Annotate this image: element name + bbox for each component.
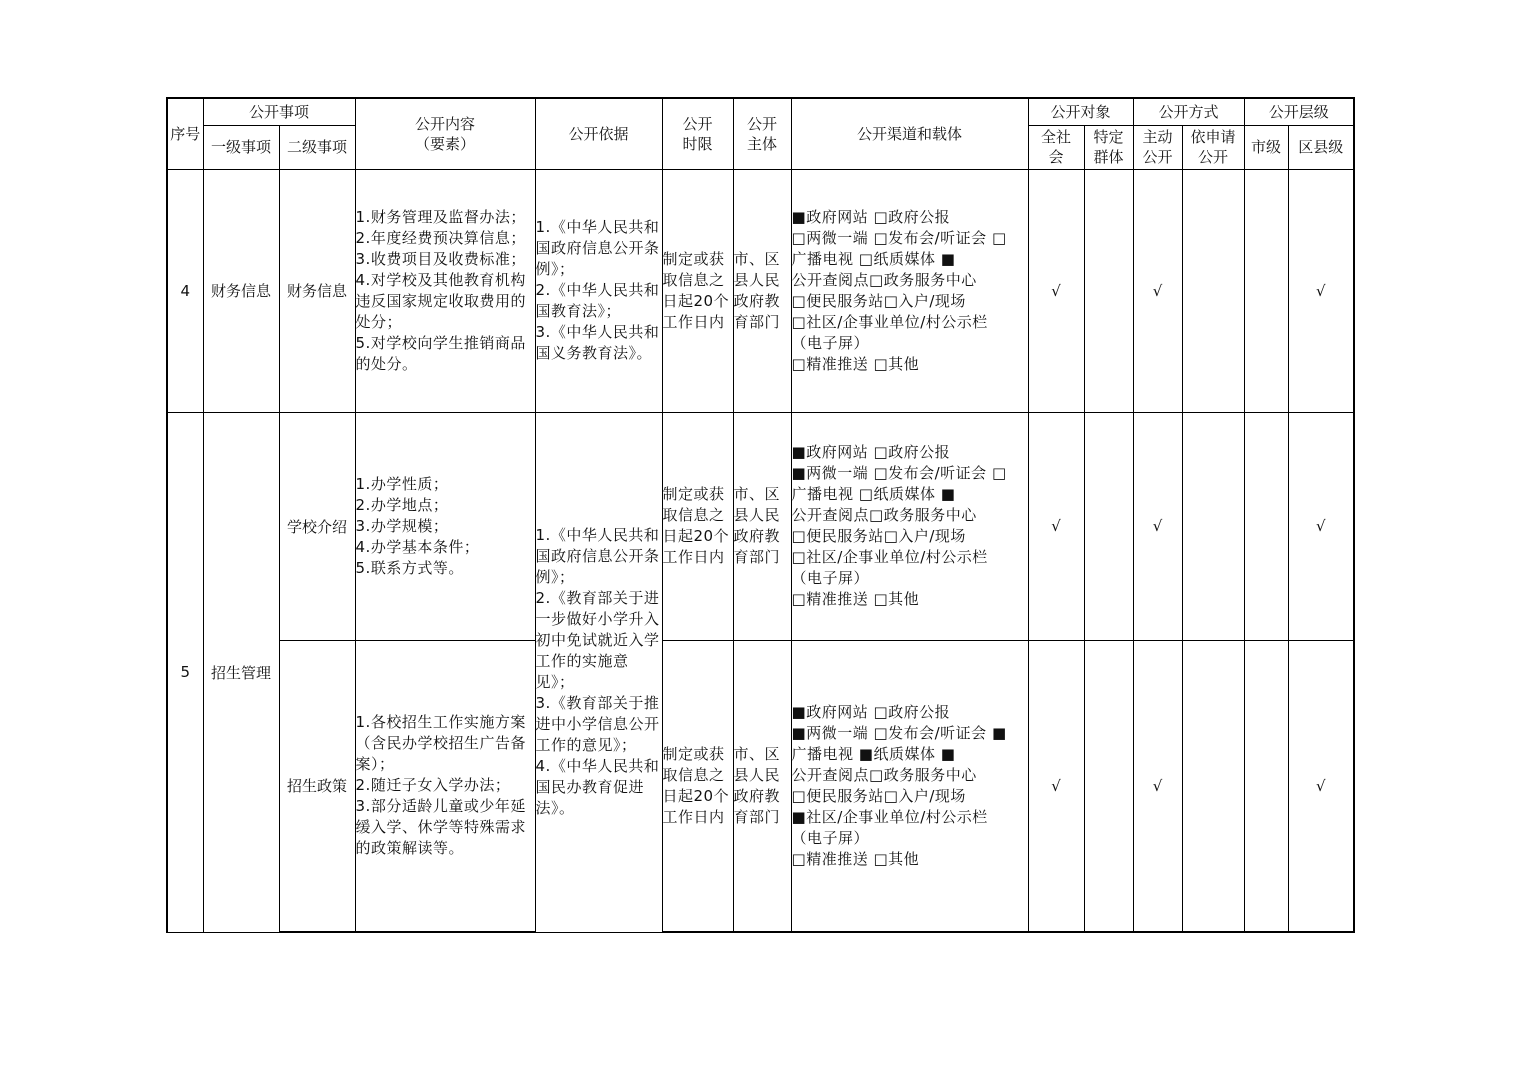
header-target-all — [1028, 125, 1084, 169]
row-content: 1.各校招生工作实施方案（含民办学校招生广告备案）； 2.随迁子女入学办法； 3.部分适龄儿童或少年延缓入学、休学等特殊需求的政策解读等。 — [355, 640, 535, 932]
row-target-group — [1084, 412, 1133, 640]
channel-line: （电子屏） — [791, 828, 870, 847]
header-level: 公开层级 — [1244, 98, 1354, 125]
row-level2: 财务信息 — [279, 169, 355, 412]
header-target-all-line1: 全社 — [1041, 128, 1072, 146]
row-method-active: √ — [1133, 169, 1182, 412]
row-seq: 4 — [167, 169, 203, 412]
channel-line: 公开查阅点□政务服务中心 — [791, 506, 977, 524]
row-seq: 5 — [167, 412, 203, 932]
row-method-apply — [1182, 169, 1244, 412]
row-method-apply — [1182, 640, 1244, 932]
row-subject: 市、区县人民政府教育部门 — [733, 169, 791, 412]
row-level-district: √ — [1288, 640, 1354, 932]
header-method-apply-line1: 依申请 — [1190, 128, 1236, 146]
header-target-group-line2: 群体 — [1093, 148, 1124, 166]
table-row — [167, 169, 1354, 412]
row-subject: 市、区县人民政府教育部门 — [733, 640, 791, 932]
channel-line: □精准推送 □其他 — [791, 354, 920, 373]
header-seq: 序号 — [167, 98, 203, 169]
header-content-line2: （要素） — [415, 134, 476, 153]
channel-line: □社区/企事业单位/村公示栏 — [791, 312, 988, 331]
row-target-group — [1084, 169, 1133, 412]
row-target-group — [1084, 640, 1133, 932]
row-level1: 财务信息 — [203, 169, 279, 412]
row-method-active: √ — [1133, 412, 1182, 640]
header-target-all-line2: 会 — [1048, 148, 1064, 166]
channel-line: □两微一端 □发布会/听证会 □ — [791, 228, 1007, 247]
header-subject-line1: 公开 — [747, 114, 778, 133]
row-level2: 学校介绍 — [279, 412, 355, 640]
header-time-line1: 公开 — [682, 114, 713, 133]
channel-line: □便民服务站□入户/现场 — [791, 786, 966, 805]
channel-line: 公开查阅点□政务服务中心 — [791, 765, 977, 784]
header-method-apply-line2: 公开 — [1198, 148, 1229, 166]
row-level2: 招生政策 — [279, 640, 355, 932]
table-row — [167, 412, 1354, 640]
row-basis: 1.《中华人民共和国政府信息公开条例》； 2.《中华人民共和国教育法》； 3.《中华人民共和国义务教育法》。 — [535, 169, 662, 412]
header-content-line1: 公开内容 — [415, 114, 476, 133]
row-level-city — [1244, 169, 1288, 412]
header-time — [662, 98, 733, 169]
header-time-line2: 时限 — [682, 134, 713, 153]
header-target-group-line1: 特定 — [1093, 128, 1124, 146]
channel-line: 广播电视 ■纸质媒体 ■ — [791, 744, 956, 763]
row-target-all: √ — [1028, 412, 1084, 640]
header-items: 公开事项 — [203, 98, 355, 125]
row-method-active: √ — [1133, 640, 1182, 932]
table-row — [167, 640, 1354, 932]
header-level-city: 市级 — [1244, 125, 1288, 169]
channel-line: ■政府网站 □政府公报 — [791, 702, 951, 721]
row-target-all: √ — [1028, 169, 1084, 412]
channel-line: □社区/企事业单位/村公示栏 — [791, 548, 988, 566]
header-basis: 公开依据 — [535, 98, 662, 169]
channel-line: ■两微一端 □发布会/听证会 ■ — [791, 723, 1007, 742]
row-level-district: √ — [1288, 169, 1354, 412]
channel-line: 公开查阅点□政务服务中心 — [791, 270, 977, 289]
channel-line: ■两微一端 □发布会/听证会 □ — [791, 464, 1007, 482]
row-content: 1.财务管理及监督办法； 2.年度经费预决算信息； 3.收费项目及收费标准； 4.对学校及其他教育机构违反国家规定收取费用的处分； 5.对学校向学生推销商品的处分。 — [355, 169, 535, 412]
header-channel: 公开渠道和载体 — [791, 98, 1028, 169]
header-target: 公开对象 — [1028, 98, 1133, 125]
channel-line: ■社区/企事业单位/村公示栏 — [791, 807, 988, 826]
row-subject: 市、区县人民政府教育部门 — [733, 412, 791, 640]
channel-line: ■政府网站 □政府公报 — [791, 443, 951, 461]
header-content — [355, 98, 535, 169]
header-method-active — [1133, 125, 1182, 169]
row-level-district: √ — [1288, 412, 1354, 640]
row-time: 制定或获取信息之日起20个工作日内 — [662, 640, 733, 932]
row-channel — [791, 640, 1028, 932]
channel-line: 广播电视 □纸质媒体 ■ — [791, 485, 956, 503]
channel-line: □精准推送 □其他 — [791, 849, 920, 868]
header-target-group — [1084, 125, 1133, 169]
row-time: 制定或获取信息之日起20个工作日内 — [662, 169, 733, 412]
row-channel — [791, 412, 1028, 640]
row-target-all: √ — [1028, 640, 1084, 932]
channel-line: 广播电视 □纸质媒体 ■ — [791, 249, 956, 268]
row-basis: 1.《中华人民共和国政府信息公开条例》； 2.《教育部关于进一步做好小学升入初中免试就近入学工作的实施意见》； 3.《教育部关于推进中小学信息公开工作的意见》； 4.《中华人民共和国民办教育促进法》。 — [535, 412, 662, 932]
header-row-1 — [167, 98, 1354, 125]
row-time: 制定或获取信息之日起20个工作日内 — [662, 412, 733, 640]
header-level-district: 区县级 — [1288, 125, 1354, 169]
row-method-apply — [1182, 412, 1244, 640]
header-level1: 一级事项 — [203, 125, 279, 169]
channel-line: （电子屏） — [791, 333, 870, 352]
header-method-active-line2: 公开 — [1142, 148, 1173, 166]
row-level-city — [1244, 640, 1288, 932]
header-method-active-line1: 主动 — [1142, 128, 1173, 146]
row-channel — [791, 169, 1028, 412]
header-subject — [733, 98, 791, 169]
row-level-city — [1244, 412, 1288, 640]
channel-line: ■政府网站 □政府公报 — [791, 207, 951, 226]
header-method-apply — [1182, 125, 1244, 169]
channel-line: （电子屏） — [791, 569, 870, 587]
header-method: 公开方式 — [1133, 98, 1244, 125]
row-level1: 招生管理 — [203, 412, 279, 932]
channel-line: □便民服务站□入户/现场 — [791, 527, 966, 545]
header-level2: 二级事项 — [279, 125, 355, 169]
channel-line: □精准推送 □其他 — [791, 590, 920, 608]
row-content: 1.办学性质； 2.办学地点； 3.办学规模； 4.办学基本条件； 5.联系方式等。 — [355, 412, 535, 640]
header-subject-line2: 主体 — [747, 134, 778, 153]
channel-line: □便民服务站□入户/现场 — [791, 291, 966, 310]
disclosure-table — [166, 97, 1355, 933]
